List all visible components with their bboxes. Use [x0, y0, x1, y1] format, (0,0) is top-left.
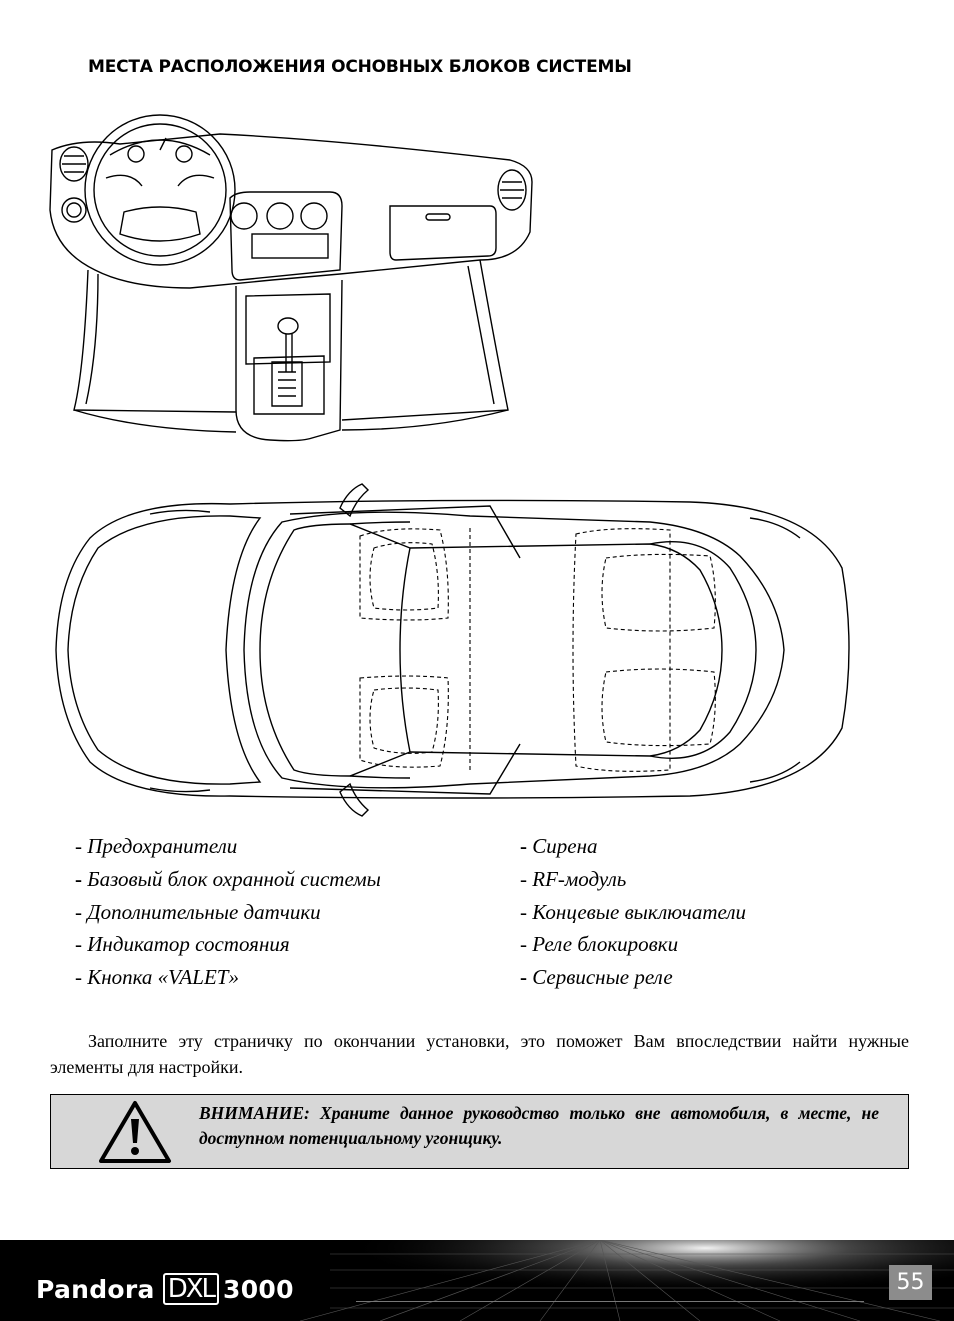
- legend-left-column: [75, 830, 381, 994]
- warning-box: [50, 1094, 909, 1169]
- list-item: - Кнопка «VALET»: [75, 965, 239, 990]
- list-item: - Дополнительные датчики: [75, 899, 321, 924]
- instruction-paragraph: Заполните эту страничку по окончании установки, это поможет Вам впоследствии найти нужные элементы для настройки.: [50, 1031, 909, 1077]
- list-item: - Предохранители: [75, 834, 238, 858]
- list-item: - Индикатор состояния: [75, 932, 290, 957]
- page-number: 55: [889, 1265, 932, 1300]
- list-item: - Концевые выключатели: [520, 899, 746, 924]
- page-footer: [0, 1240, 954, 1321]
- warning-text: ВНИМАНИЕ: Храните данное руководство только вне автомобиля, в месте, не доступном потенциальному угонщику.: [199, 1103, 879, 1148]
- list-item: - Сирена: [520, 834, 598, 858]
- list-item: - Сервисные реле: [520, 965, 673, 990]
- footer-divider: [356, 1301, 864, 1302]
- legend-right-column: [520, 830, 746, 994]
- car-top-view-illustration: [50, 478, 856, 828]
- warning-triangle-icon: [97, 1099, 173, 1165]
- dashboard-illustration: [40, 110, 540, 450]
- list-item: - Реле блокировки: [520, 932, 679, 957]
- list-item: - Базовый блок охранной системы: [75, 866, 381, 891]
- page-title: МЕСТА РАСПОЛОЖЕНИЯ ОСНОВНЫХ БЛОКОВ СИСТЕМЫ: [88, 57, 632, 77]
- brand-logo: Pandora DXL 3000: [36, 1274, 294, 1304]
- list-item: - RF-модуль: [520, 866, 627, 891]
